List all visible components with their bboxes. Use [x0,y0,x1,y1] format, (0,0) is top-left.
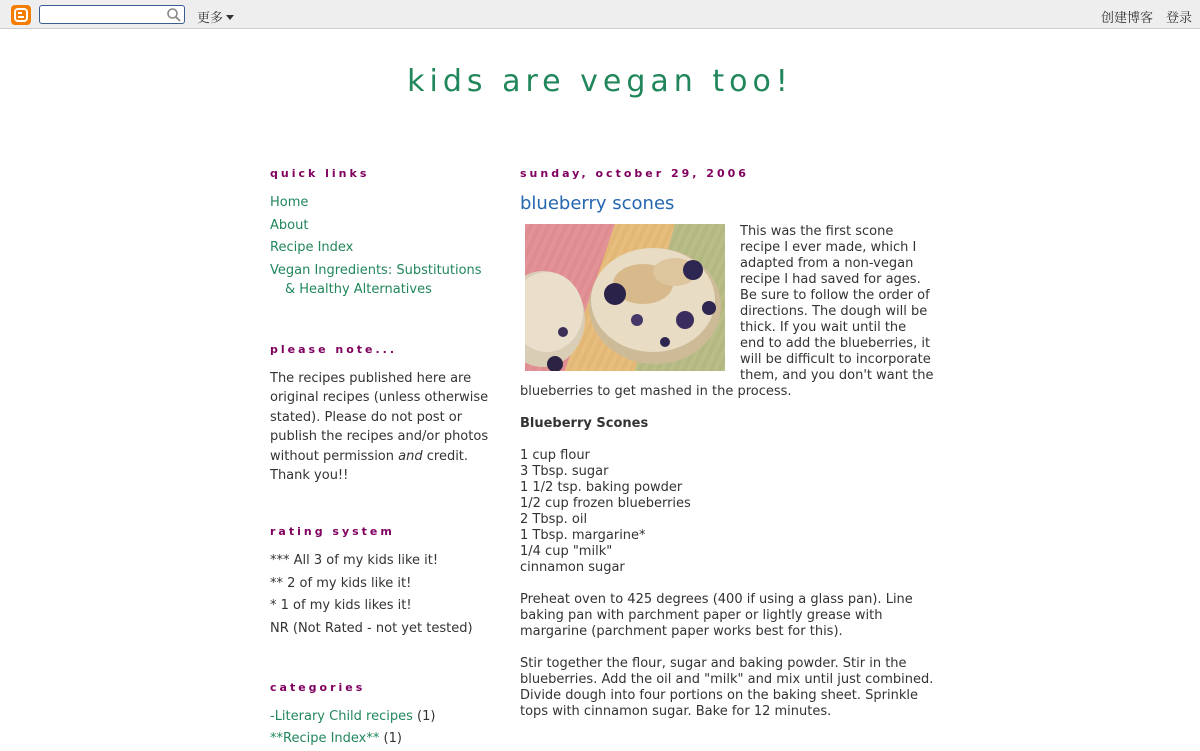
main-column [520,166,934,719]
post-photo-blueberry-scones[interactable] [525,224,725,371]
please-note-heading: please note... [270,343,398,356]
recipe-step-1: Preheat oven to 425 degrees (400 if using a glass pan). Line baking pan with parchment paper or lightly grease with margarine (parchment paper works best for this). [520,592,913,639]
ingredient-item: 1/2 cup frozen blueberries [520,496,691,511]
recipe-step-2: Stir together the flour, sugar and baking powder. Stir in the blueberries. Add the oil and "milk" and mix until just combined. Divide dough into four portions on the baking sheet. Sprinkle tops with cinnamon sugar. Bake for 12 minutes. [520,656,934,719]
category-count: (1) [383,731,402,746]
please-note-text-after: credit. Thank you!! [270,448,469,484]
ingredient-item: 2 Tbsp. oil [520,512,588,527]
category-link-literary-child[interactable]: -Literary Child recipes [270,709,413,724]
blogger-logo-icon[interactable] [11,5,31,25]
spacer [520,576,934,592]
quick-link-recipe-index[interactable]: Recipe Index [270,240,354,255]
navbar-search-input[interactable] [42,7,162,22]
ingredient-item: 1 1/2 tsp. baking powder [520,480,683,495]
categories-list [270,707,495,748]
search-icon[interactable] [166,7,182,22]
rating-system-heading: rating system [270,525,395,538]
rating-item: ** 2 of my kids like it! [270,575,412,591]
ingredient-item: 1 Tbsp. margarine* [520,528,646,543]
post-body [520,224,934,720]
categories-section [270,680,495,751]
spacer [520,400,934,416]
ingredients-list [520,448,934,576]
sidebar [270,166,495,746]
quick-links-heading: quick links [270,167,370,180]
login-link[interactable]: 登录 [1166,11,1193,26]
please-note-text-before: The recipes published here are original recipes (unless otherwise stated). Please do not post or publish the recipes and/or photos without permission [270,371,489,464]
rating-item: *** All 3 of my kids like it! [270,553,439,568]
categories-heading: categories [270,681,366,694]
rating-system-section [270,524,495,641]
post-intro: This was the first scone recipe I ever made, which I adapted from a non-vegan recipe I had saved for ages. Be sure to follow the order of directions. The dough will be thick. If you wait until the end to add the blueberries, it will be difficult to incorporate them, and you don't want the blueberries to get mashed in the process. [520,224,934,399]
navbar-more-label: 更多 [197,11,224,26]
quick-link-about[interactable]: About [270,217,309,233]
post-title[interactable]: blueberry scones [520,193,675,214]
quick-links-section [270,166,495,301]
please-note-text [270,369,495,485]
quick-link-vegan-ingredients[interactable]: Vegan Ingredients: Substitutions & Healthy Alternatives [270,262,482,297]
rating-item: NR (Not Rated - not yet tested) [270,620,473,636]
create-blog-link[interactable]: 创建博客 [1101,11,1154,26]
spacer [520,640,934,656]
category-link-recipe-index[interactable]: **Recipe Index** [270,731,380,746]
blogger-navbar [0,0,1200,29]
rating-item: * 1 of my kids likes it! [270,598,412,613]
ingredient-item: cinnamon sugar [520,560,625,575]
spacer [520,432,934,448]
recipe-title: Blueberry Scones [520,416,649,431]
category-count: (1) [417,709,436,724]
caret-down-icon [226,15,234,20]
quick-link-home[interactable]: Home [270,195,309,210]
ingredient-item: 1/4 cup "milk" [520,544,613,559]
quick-links-list [270,193,495,299]
ingredient-item: 1 cup flour [520,448,590,463]
ingredient-item: 3 Tbsp. sugar [520,464,609,479]
navbar-more-menu[interactable] [197,7,234,26]
category-item [270,729,495,748]
blog-title[interactable]: kids are vegan too! [407,64,793,99]
navbar-search-box[interactable] [39,5,185,24]
please-note-section [270,342,495,485]
post-date-header: sunday, october 29, 2006 [520,167,749,180]
please-note-text-em: and [398,448,423,464]
category-item [270,707,495,726]
rating-system-list [270,551,495,638]
scones-photo-illustration [525,224,725,371]
